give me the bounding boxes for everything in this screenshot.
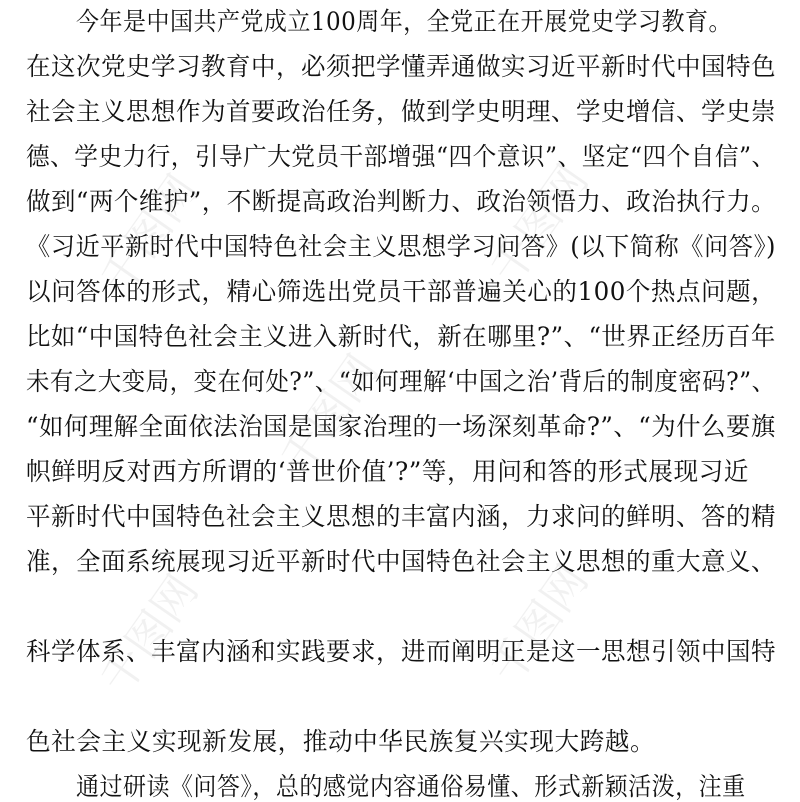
paragraph-line: 通过研读《问答》，总的感觉内容通俗易懂、形式新颖活泼，注重 — [76, 772, 746, 801]
watermark: 千图网 — [270, 345, 389, 484]
paragraph-line: 社会主义思想作为首要政治任务，做到学史明理、学史增信、学史崇 — [26, 97, 777, 126]
watermark: 千图网 — [90, 165, 209, 304]
paragraph-line: 准，全面系统展现习近平新时代中国特色社会主义思想的重大意义、 — [26, 547, 777, 576]
watermark: 千图网 — [90, 565, 209, 704]
paragraph-line: 色社会主义实现新发展，推动中华民族复兴实现大跨越。 — [26, 727, 656, 756]
paragraph-line: 以问答体的形式，精心筛选出党员干部普遍关心的100个热点问题， — [26, 277, 777, 306]
paragraph-line: “如何理解全面依法治国是国家治理的一场深刻革命?”、“为什么要旗 — [26, 412, 776, 441]
paragraph-line: 在这次党史学习教育中，必须把学懂弄通做实习近平新时代中国特色 — [26, 52, 777, 81]
paragraph-line: 今年是中国共产党成立100周年，全党正在开展党史学习教育。 — [76, 7, 733, 36]
paragraph-line: 帜鲜明反对西方所谓的‘普世价值’?”等，用问和答的形式展现习近 — [26, 457, 749, 486]
paragraph-line: 未有之大变局，变在何处?”、“如何理解‘中国之治’背后的制度密码?”、 — [26, 367, 776, 396]
paragraph-line: 《习近平新时代中国特色社会主义思想学习问答》(以下简称《问答》) — [26, 232, 777, 261]
paragraph-line: 科学体系、丰富内涵和实践要求，进而阐明正是这一思想引领中国特 — [26, 637, 777, 666]
paragraph-line: 平新时代中国特色社会主义思想的丰富内涵，力求问的鲜明、答的精 — [26, 502, 777, 531]
watermark: 千图网 — [480, 555, 599, 694]
watermark: 千图网 — [480, 155, 599, 294]
paragraph-line: 德、学史力行，引导广大党员干部增强“四个意识”、坚定“四个自信”、 — [26, 142, 776, 171]
paragraph-line: 比如“中国特色社会主义进入新时代，新在哪里?”、“世界正经历百年 — [26, 322, 776, 351]
paragraph-line: 做到“两个维护”，不断提高政治判断力、政治领悟力、政治执行力。 — [26, 187, 777, 216]
